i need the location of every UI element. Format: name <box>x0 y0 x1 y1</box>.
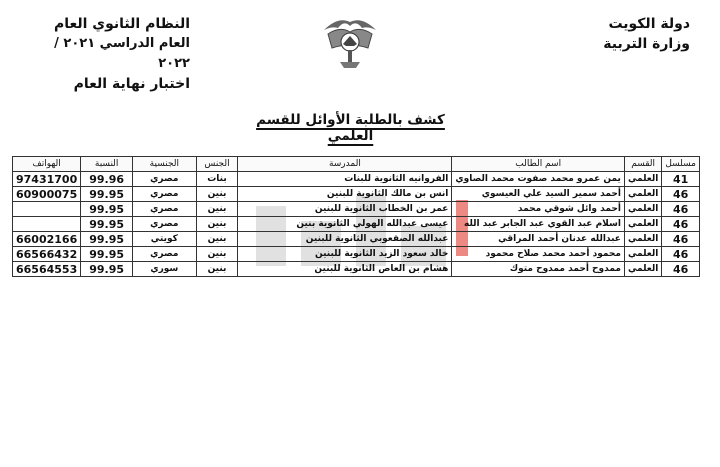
branch-cell: العلمي <box>624 262 661 277</box>
serial-cell: 46 <box>662 187 700 202</box>
student-name-cell: محمود أحمد محمد صلاح محمود <box>452 247 625 262</box>
student-name-cell: عبدالله عدنان أحمد المراقي <box>452 232 625 247</box>
serial-cell: 41 <box>662 172 700 187</box>
kuwait-emblem-icon <box>318 12 382 70</box>
table-row <box>13 247 700 262</box>
academic-year: العام الدراسي ٢٠٢١ / ٢٠٢٢ <box>54 36 190 71</box>
school-cell: خالد سعود الزيد الثانوية للبنين <box>238 247 452 262</box>
country-name: دولة الكويت <box>608 16 690 32</box>
percentage-cell: 99.95 <box>81 247 133 262</box>
nationality-cell: مصري <box>133 187 197 202</box>
nationality-cell: مصري <box>133 217 197 232</box>
nationality-cell: مصري <box>133 172 197 187</box>
serial-cell: 46 <box>662 202 700 217</box>
page-title: كشف بالطلبة الأوائل للقسم العلمي <box>256 112 445 144</box>
percentage-cell: 99.95 <box>81 187 133 202</box>
branch-cell: العلمي <box>624 217 661 232</box>
branch-cell: العلمي <box>624 187 661 202</box>
table-row <box>13 187 700 202</box>
school-cell: عيسى عبدالله الهولي الثانوية بنين <box>238 217 452 232</box>
student-name-cell: أحمد وائل شوقي محمد <box>452 202 625 217</box>
header-exam-block <box>20 14 190 94</box>
student-name-cell: يمن عمرو محمد صفوت محمد الصاوي <box>452 172 625 187</box>
phone-cell <box>13 202 81 217</box>
branch-cell: العلمي <box>624 247 661 262</box>
table-row <box>13 217 700 232</box>
system-name: النظام الثانوي العام <box>53 16 190 32</box>
school-cell: عمر بن الخطاب الثانوية للبنين <box>238 202 452 217</box>
col-gender: الجنس <box>196 157 238 172</box>
ministry-name: وزارة التربية <box>603 36 690 52</box>
nationality-cell: كويتي <box>133 232 197 247</box>
serial-cell: 46 <box>662 232 700 247</box>
percentage-cell: 99.95 <box>81 217 133 232</box>
col-phone: الهواتف <box>13 157 81 172</box>
gender-cell: بنين <box>196 262 238 277</box>
nationality-cell: سوري <box>133 262 197 277</box>
percentage-cell: 99.95 <box>81 232 133 247</box>
phone-cell <box>13 217 81 232</box>
nationality-cell: مصري <box>133 202 197 217</box>
student-name-cell: أحمد سمير السيد علي العيسوي <box>452 187 625 202</box>
exam-name: اختبار نهاية العام <box>73 76 190 92</box>
header-ministry-block <box>603 14 690 54</box>
phone-cell: 60900075 <box>13 187 81 202</box>
gender-cell: بنات <box>196 172 238 187</box>
phone-cell: 97431700 <box>13 172 81 187</box>
gender-cell: بنين <box>196 232 238 247</box>
school-cell: انس بن مالك الثانوية للبنين <box>238 187 452 202</box>
col-name: اسم الطالب <box>452 157 625 172</box>
phone-cell: 66566432 <box>13 247 81 262</box>
serial-cell: 46 <box>662 217 700 232</box>
table-row <box>13 232 700 247</box>
serial-cell: 46 <box>662 262 700 277</box>
student-name-cell: اسلام عبد القوي عبد الجابر عبد الله <box>452 217 625 232</box>
phone-cell: 66002166 <box>13 232 81 247</box>
col-nationality: الجنسية <box>133 157 197 172</box>
table-row <box>13 262 700 277</box>
table-row <box>13 202 700 217</box>
gender-cell: بنين <box>196 202 238 217</box>
percentage-cell: 99.95 <box>81 202 133 217</box>
gender-cell: بنين <box>196 187 238 202</box>
branch-cell: العلمي <box>624 172 661 187</box>
col-percentage: النسبة <box>81 157 133 172</box>
col-serial: مسلسل <box>662 157 700 172</box>
branch-cell: العلمي <box>624 202 661 217</box>
col-school: المدرسة <box>238 157 452 172</box>
school-cell: عبدالله الصقعوبي الثانوية للبنين <box>238 232 452 247</box>
student-name-cell: ممدوح أحمد ممدوح متوك <box>452 262 625 277</box>
top-students-table <box>12 156 700 277</box>
table-row <box>13 172 700 187</box>
phone-cell: 66564553 <box>13 262 81 277</box>
school-cell: الفروانيه الثانوية للبنات <box>238 172 452 187</box>
percentage-cell: 99.96 <box>81 172 133 187</box>
gender-cell: بنين <box>196 217 238 232</box>
nationality-cell: مصري <box>133 247 197 262</box>
col-branch: القسم <box>624 157 661 172</box>
gender-cell: بنين <box>196 247 238 262</box>
serial-cell: 46 <box>662 247 700 262</box>
school-cell: هشام بن العاص الثانوية للبنين <box>238 262 452 277</box>
percentage-cell: 99.95 <box>81 262 133 277</box>
table-header-row <box>13 157 700 172</box>
branch-cell: العلمي <box>624 232 661 247</box>
